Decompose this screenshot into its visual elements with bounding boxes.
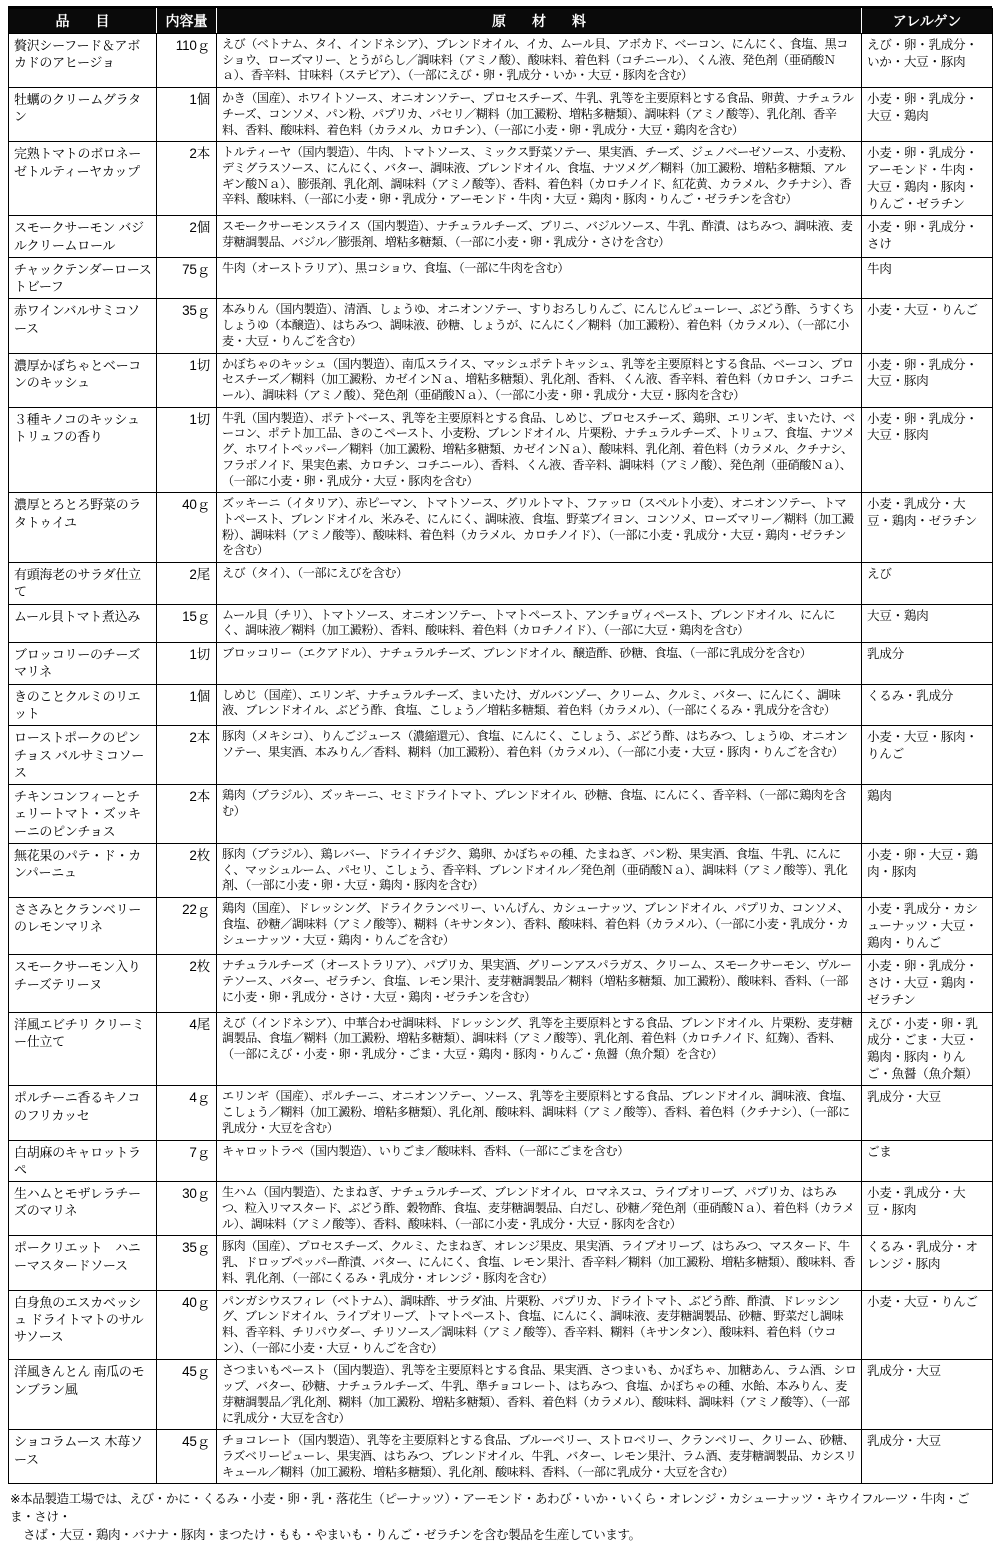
footnote-line-1: ※本品製造工場では、えび・かに・くるみ・小麦・卵・乳・落花生（ピーナッツ）・アーモンド・あわび・いか・いくら・オレンジ・カシューナッツ・キウイフルーツ・牛肉・ごま・さけ・ xyxy=(10,1492,970,1525)
table-row xyxy=(9,257,993,299)
cell-ingredients: 本みりん（国内製造）、清酒、しょうゆ、オニオンソテー、すりおろしりんご、にんじんピューレー、ぶどう酢、うすくちしょうゆ（本醸造）、はちみつ、調味液、砂糖、しょうが、にんにく／糊料（加工澱粉）、着色料（カラメル）、（一部に小麦・大豆・りんごを含む） xyxy=(217,299,862,353)
cell-allergen: 乳成分・大豆 xyxy=(862,1360,993,1430)
cell-quantity: 40ｇ xyxy=(157,493,217,563)
cell-ingredients: 豚肉（メキシコ）、りんごジュース（濃縮還元）、食塩、にんにく、こしょう、ぶどう酢、はちみつ、しょうゆ、オニオンソテー、果実酒、本みりん／香料、糊料（加工澱粉）、着色料（カラメル）、（一部に小麦・大豆・豚肉・りんごを含む） xyxy=(217,726,862,785)
cell-ingredients: ズッキーニ（イタリア）、赤ピーマン、トマトソース、グリルトマト、ファッロ（スペルト小麦）、オニオンソテー、トマトペースト、ブレンドオイル、米みそ、にんにく、調味液、食塩、野菜ブイヨン、コンソメ、ローズマリー／糊料（加工澱粉）、調味料（アミノ酸等）、酸味料、着色料（カラメル、カロチノイド）、（一部に小麦・乳成分・大豆・鶏肉・ゼラチンを含む） xyxy=(217,493,862,563)
cell-quantity: 110ｇ xyxy=(157,34,217,88)
cell-ingredients: エリンギ（国産）、ポルチーニ、オニオンソテー、ソース、乳等を主要原料とする食品、ブレンドオイル、調味液、食塩、こしょう／糊料（加工澱粉、増粘多糖類）、乳化剤、酸味料、調味料（アミノ酸等）、香料、着色料（クチナシ）、（一部に乳成分・大豆を含む） xyxy=(217,1086,862,1140)
cell-ingredients: 生ハム（国内製造）、たまねぎ、ナチュラルチーズ、ブレンドオイル、ロマネスコ、ライプオリーブ、パプリカ、はちみつ、粒入リマスタード、ぶどう酢、穀物酢、食塩、麦芽糖調製品、白だし、砂糖／発色剤（亜硝酸Ｎａ）、着色料（カラメル）、調味料（アミノ酸等）、香料、酸味料、（一部に小麦・乳成分・大豆・豚肉を含む） xyxy=(217,1182,862,1236)
cell-quantity: 4ｇ xyxy=(157,1086,217,1140)
table-row xyxy=(9,1236,993,1290)
table-row xyxy=(9,1086,993,1140)
column-header-item: 品 目 xyxy=(9,9,157,34)
table-row xyxy=(9,843,993,897)
table-row xyxy=(9,1182,993,1236)
cell-ingredients: 牛肉（オーストラリア）、黒コショウ、食塩、（一部に牛肉を含む） xyxy=(217,257,862,299)
cell-allergen: 小麦・卵・乳成分・さけ・大豆・鶏肉・ゼラチン xyxy=(862,955,993,1012)
cell-item-name: 濃厚とろとろ野菜のラタトゥイユ xyxy=(9,493,157,563)
cell-ingredients: えび（ベトナム、タイ、インドネシア）、ブレンドオイル、イカ、ムール貝、アボカド、ベーコン、にんにく、食塩、黒コショウ、ローズマリー、とうがらし／調味料（アミノ酸）、酸味料、着色料（コチニール）、くん液、発色剤（亜硝酸Ｎａ）、香辛料、甘味料（ステビア）、（一部にえび・卵・乳成分・いか・大豆・豚肉を含む） xyxy=(217,34,862,88)
cell-item-name: きのことクルミのリエット xyxy=(9,684,157,726)
cell-allergen: くるみ・乳成分・オレンジ・豚肉 xyxy=(862,1236,993,1290)
cell-quantity: 2本 xyxy=(157,142,217,216)
cell-quantity: 22ｇ xyxy=(157,898,217,955)
cell-item-name: チャックテンダーローストビーフ xyxy=(9,257,157,299)
cell-ingredients: ナチュラルチーズ（オーストラリア）、パプリカ、果実酒、グリーンアスパラガス、クリーム、スモークサーモン、ヴルーテソース、バター、ゼラチン、食塩、レモン果汁、麦芽糖調製品／糊料（増粘多糖類、加工澱粉）、酸味料、香料、（一部に小麦・卵・乳成分・さけ・大豆・鶏肉・ゼラチンを含む） xyxy=(217,955,862,1012)
table-row xyxy=(9,1360,993,1430)
cell-quantity: 45ｇ xyxy=(157,1360,217,1430)
cell-ingredients: トルティーヤ（国内製造）、牛肉、トマトソース、ミックス野菜ソテー、果実酒、チーズ、ジェノベーゼソース、小麦粉、デミグラスソース、にんにく、バター、調味液、ブレンドオイル、食塩、ナツメグ／糊料（加工澱粉、増粘多糖類、アルギン酸Ｎａ）、膨張剤、乳化剤、調味料（アミノ酸等）、香料、着色料（カロチノイド、紅花黄、カラメル、クチナシ）、香辛料、酸味料、（一部に小麦・卵・乳成分・アーモンド・牛肉・大豆・鶏肉・豚肉・りんご・ゼラチンを含む） xyxy=(217,142,862,216)
cell-quantity: 35ｇ xyxy=(157,299,217,353)
table-row xyxy=(9,684,993,726)
cell-quantity: 1個 xyxy=(157,684,217,726)
table-body xyxy=(9,34,993,1484)
cell-allergen: 乳成分 xyxy=(862,643,993,685)
ingredient-table xyxy=(8,8,993,1484)
cell-ingredients: 牛乳（国内製造）、ポテトベース、乳等を主要原料とする食品、しめじ、プロセスチーズ、鶏卵、エリンギ、まいたけ、ベーコン、ポテト加工品、きのこペースト、小麦粉、ブレンドオイル、片栗粉、ナチュラルチーズ、トリュフ、食塩、ナツメグ、ホワイトペッパー／糊料（加工澱粉、増粘多糖類、カゼインＮａ）、酸味料、乳化剤、着色料（カラメル、クチナシ、フラボノイド、果実色素、カロチン、コチニール）、香料、くん液、香辛料、調味料（アミノ酸）、発色剤（亜硝酸Ｎａ）、（一部に小麦・卵・乳成分・大豆・豚肉を含む） xyxy=(217,407,862,493)
cell-quantity: 2枚 xyxy=(157,843,217,897)
cell-item-name: 白身魚のエスカベッシュ ドライトマトのサルサソース xyxy=(9,1290,157,1360)
cell-ingredients: パンガシウスフィレ（ベトナム）、調味酢、サラダ油、片栗粉、パプリカ、ドライトマト、ぶどう酢、酢漬、ドレッシング、ブレンドオイル、ライプオリーブ、トマトペースト、食塩、にんにく、調味液、麦芽糖調製品、砂糖、野菜だし調味料、香辛料、チリパウダー、チリソース／調味料（アミノ酸等）、香辛料、糊料（キサンタン）、酸味料、着色料（ウコン）、（一部に小麦・大豆・りんごを含む） xyxy=(217,1290,862,1360)
cell-item-name: ３種キノコのキッシュ トリュフの香り xyxy=(9,407,157,493)
cell-ingredients: 鶏肉（国産）、ドレッシング、ドライクランベリー、いんげん、カシューナッツ、ブレンドオイル、パプリカ、コンソメ、食塩、砂糖／調味料（アミノ酸等）、糊料（キサンタン）、香料、酸味料、着色料（カラメル）、（一部に小麦・乳成分・カシューナッツ・大豆・鶏肉・りんごを含む） xyxy=(217,898,862,955)
manufacturing-footnote xyxy=(8,1491,992,1545)
cell-item-name: ローストポークのピンチョス バルサミコソース xyxy=(9,726,157,785)
cell-allergen: 小麦・乳成分・カシューナッツ・大豆・鶏肉・りんご xyxy=(862,898,993,955)
table-row xyxy=(9,142,993,216)
table-row xyxy=(9,299,993,353)
cell-allergen: 小麦・大豆・りんご xyxy=(862,299,993,353)
cell-ingredients: えび（タイ）、（一部にえびを含む） xyxy=(217,563,862,605)
cell-allergen: 小麦・乳成分・大豆・豚肉 xyxy=(862,1182,993,1236)
cell-item-name: 無花果のパテ・ド・カンパーニュ xyxy=(9,843,157,897)
cell-quantity: 2個 xyxy=(157,216,217,258)
cell-allergen: 小麦・卵・乳成分・大豆・鶏肉 xyxy=(862,88,993,142)
cell-item-name: 有頭海老のサラダ仕立て xyxy=(9,563,157,605)
cell-item-name: スモークサーモン バジルクリームロール xyxy=(9,216,157,258)
cell-item-name: チキンコンフィーとチェリートマト・ズッキーニのピンチョス xyxy=(9,785,157,844)
cell-item-name: 牡蠣のクリームグラタン xyxy=(9,88,157,142)
cell-quantity: 35ｇ xyxy=(157,1236,217,1290)
table-row xyxy=(9,563,993,605)
table-row xyxy=(9,726,993,785)
cell-allergen: 小麦・大豆・りんご xyxy=(862,1290,993,1360)
cell-item-name: スモークサーモン入りチーズテリーヌ xyxy=(9,955,157,1012)
table-row xyxy=(9,407,993,493)
cell-item-name: 贅沢シーフード＆アボカドのアヒージョ xyxy=(9,34,157,88)
cell-item-name: 洋風きんとん 南瓜のモンブラン風 xyxy=(9,1360,157,1430)
cell-ingredients: かき（国産）、ホワイトソース、オニオンソテー、プロセスチーズ、牛乳、乳等を主要原料とする食品、卵黄、ナチュラルチーズ、コンソメ、パン粉、パプリカ、パセリ／糊料（加工澱粉、増粘多糖類）、調味料（アミノ酸等）、乳化剤、香辛料、香料、酸味料、着色料（カラメル、カロチン）、（一部に小麦・卵・乳成分・大豆・鶏肉を含む） xyxy=(217,88,862,142)
table-row xyxy=(9,493,993,563)
cell-item-name: 生ハムとモザレラチーズのマリネ xyxy=(9,1182,157,1236)
table-row xyxy=(9,955,993,1012)
column-header-allergen: アレルゲン xyxy=(862,9,993,34)
cell-allergen: 大豆・鶏肉 xyxy=(862,604,993,642)
cell-ingredients: しめじ（国産）、エリンギ、ナチュラルチーズ、まいたけ、ガルバンゾー、クリーム、クルミ、バター、にんにく、調味液、ブレンドオイル、ぶどう酢、食塩、こしょう／増粘多糖類、着色料（カラメル）、（一部にくるみ・乳成分を含む） xyxy=(217,684,862,726)
cell-ingredients: えび（インドネシア）、中華合わせ調味料、ドレッシング、乳等を主要原料とする食品、ブレンドオイル、片栗粉、麦芽糖調製品、食塩／糊料（加工澱粉、増粘多糖類）、調味料（アミノ酸等）、乳化剤、着色料（カロチノイド、紅麹）、香料、（一部にえび・小麦・卵・乳成分・ごま・大豆・鶏肉・豚肉・りんご・魚醤（魚介類）を含む） xyxy=(217,1012,862,1086)
table-row xyxy=(9,898,993,955)
cell-item-name: ブロッコリーのチーズマリネ xyxy=(9,643,157,685)
cell-quantity: 1切 xyxy=(157,643,217,685)
cell-quantity: 75ｇ xyxy=(157,257,217,299)
cell-allergen: 小麦・卵・乳成分・大豆・豚肉 xyxy=(862,353,993,407)
cell-quantity: 2枚 xyxy=(157,955,217,1012)
cell-quantity: 2尾 xyxy=(157,563,217,605)
cell-quantity: 2本 xyxy=(157,785,217,844)
cell-ingredients: ブロッコリー（エクアドル）、ナチュラルチーズ、ブレンドオイル、醸造酢、砂糖、食塩、（一部に乳成分を含む） xyxy=(217,643,862,685)
footnote-line-2: さば・大豆・鶏肉・バナナ・豚肉・まつたけ・もも・やまいも・りんご・ゼラチンを含む製品を生産しています。 xyxy=(23,1528,641,1543)
cell-quantity: 45ｇ xyxy=(157,1430,217,1484)
table-row xyxy=(9,1290,993,1360)
cell-allergen: 牛肉 xyxy=(862,257,993,299)
cell-quantity: 7ｇ xyxy=(157,1140,217,1182)
cell-allergen: えび xyxy=(862,563,993,605)
cell-ingredients: ムール貝（チリ）、トマトソース、オニオンソテー、トマトペースト、アンチョヴィペースト、ブレンドオイル、にんにく、調味液／糊料（加工澱粉）、香料、酸味料、着色料（カロチノイド）、（一部に大豆・鶏肉を含む） xyxy=(217,604,862,642)
cell-quantity: 2本 xyxy=(157,726,217,785)
cell-ingredients: チョコレート（国内製造）、乳等を主要原料とする食品、ブルーベリー、ストロベリー、クランベリー、クリーム、砂糖、ラズベリーピューレ、果実酒、はちみつ、ブレンドオイル、牛乳、バター、レモン果汁、ラム酒、麦芽糖調製品、カシスリキュール／糊料（加工澱粉、増粘多糖類）、乳化剤、酸味料、香料、（一部に乳成分・大豆を含む） xyxy=(217,1430,862,1484)
cell-allergen: 小麦・卵・乳成分・大豆・豚肉 xyxy=(862,407,993,493)
cell-ingredients: さつまいもペースト（国内製造）、乳等を主要原料とする食品、果実酒、さつまいも、かぼちゃ、加糖あん、ラム酒、シロップ、バター、砂糖、ナチュラルチーズ、牛乳、準チョコレート、はちみつ、食塩、かぼちゃの種、水飴、本みりん、麦芽糖調製品／乳化剤、糊料（加工澱粉、増粘多糖類）、香料、着色料（カラメル）、酸味料、調味料（アミノ酸等）、（一部に乳成分・大豆を含む） xyxy=(217,1360,862,1430)
table-row xyxy=(9,1430,993,1484)
cell-allergen: えび・卵・乳成分・いか・大豆・豚肉 xyxy=(867,38,978,69)
table-row xyxy=(9,643,993,685)
table-row xyxy=(9,785,993,844)
cell-quantity: 1切 xyxy=(157,407,217,493)
cell-allergen: 鶏肉 xyxy=(862,785,993,844)
column-header-ingredients: 原 材 料 xyxy=(217,9,862,34)
cell-ingredients: 豚肉（国産）、プロセスチーズ、クルミ、たまねぎ、オレンジ果皮、果実酒、ライプオリーブ、はちみつ、マスタード、牛乳、ドロップペッパー酢漬、バター、にんにく、食塩、レモン果汁、香辛料／糊料（加工澱粉、増粘多糖類）、酸味料、香料、乳化剤、（一部にくるみ・乳成分・オレンジ・豚肉を含む） xyxy=(217,1236,862,1290)
table-row xyxy=(9,88,993,142)
cell-item-name: 完熟トマトのボロネーゼトルティーヤカップ xyxy=(9,142,157,216)
table-row xyxy=(9,216,993,258)
table-row xyxy=(9,34,993,88)
cell-quantity: 1切 xyxy=(157,353,217,407)
cell-ingredients: 豚肉（ブラジル）、鶏レバー、ドライイチジク、鶏卵、かぼちゃの種、たまねぎ、パン粉、果実酒、食塩、牛乳、にんにく、マッシュルーム、パセリ、こしょう、香辛料、ブレンドオイル／発色剤（亜硝酸Ｎａ）、調味料（アミノ酸等）、乳化剤、（一部に小麦・卵・大豆・鶏肉・豚肉を含む） xyxy=(217,843,862,897)
cell-allergen: 乳成分・大豆 xyxy=(862,1430,993,1484)
cell-allergen: えび・小麦・卵・乳成分・ごま・大豆・鶏肉・豚肉・りんご・魚醤（魚介類） xyxy=(862,1012,993,1086)
cell-item-name: ショコラムース 木苺ソース xyxy=(9,1430,157,1484)
cell-ingredients: かぼちゃのキッシュ（国内製造）、南瓜スライス、マッシュポテトキッシュ、乳等を主要原料とする食品、ベーコン、プロセスチーズ／糊料（加工澱粉、カゼインＮａ、増粘多糖類）、乳化剤、香料、くん液、香辛料、着色料（カロチン、コチニール）、調味料（アミノ酸）、発色剤（亜硝酸Ｎａ）、（一部に小麦・卵・乳成分・大豆・豚肉を含む） xyxy=(217,353,862,407)
cell-allergen: くるみ・乳成分 xyxy=(862,684,993,726)
cell-item-name: ささみとクランベリーのレモンマリネ xyxy=(9,898,157,955)
cell-quantity: 15ｇ xyxy=(157,604,217,642)
cell-ingredients: スモークサーモンスライス（国内製造）、ナチュラルチーズ、ブリニ、バジルソース、牛乳、酢漬、はちみつ、調味液、麦芽糖調製品、バジル／膨張剤、増粘多糖類、（一部に小麦・卵・乳成分・さけを含む） xyxy=(217,216,862,258)
cell-item-name: ポークリエット ハニーマスタードソース xyxy=(9,1236,157,1290)
cell-item-name: 赤ワインバルサミコソース xyxy=(9,299,157,353)
cell-allergen: 小麦・卵・乳成分・さけ xyxy=(862,216,993,258)
cell-allergen: 小麦・大豆・豚肉・りんご xyxy=(862,726,993,785)
cell-quantity: 30ｇ xyxy=(157,1182,217,1236)
table-row xyxy=(9,353,993,407)
cell-quantity: 1個 xyxy=(157,88,217,142)
cell-item-name: 洋風エビチリ クリーミー仕立て xyxy=(9,1012,157,1086)
table-header-row xyxy=(9,9,993,34)
table-row xyxy=(9,1012,993,1086)
cell-item-name: 濃厚かぼちゃとベーコンのキッシュ xyxy=(9,353,157,407)
cell-allergen: 小麦・卵・乳成分・アーモンド・牛肉・大豆・鶏肉・豚肉・りんご・ゼラチン xyxy=(862,142,993,216)
cell-ingredients: キャロットラペ（国内製造）、いりごま／酸味料、香料、（一部にごまを含む） xyxy=(217,1140,862,1182)
table-row xyxy=(9,1140,993,1182)
cell-quantity: 40ｇ xyxy=(157,1290,217,1360)
cell-allergen: ごま xyxy=(862,1140,993,1182)
cell-ingredients: 鶏肉（ブラジル）、ズッキーニ、セミドライトマト、ブレンドオイル、砂糖、食塩、にんにく、香辛料、（一部に鶏肉を含む） xyxy=(217,785,862,844)
cell-allergen: 乳成分・大豆 xyxy=(862,1086,993,1140)
table-row xyxy=(9,604,993,642)
cell-item-name: 白胡麻のキャロットラペ xyxy=(9,1140,157,1182)
cell-allergen: 小麦・卵・大豆・鶏肉・豚肉 xyxy=(862,843,993,897)
column-header-quantity: 内容量 xyxy=(157,9,217,34)
cell-allergen: 小麦・乳成分・大豆・鶏肉・ゼラチン xyxy=(862,493,993,563)
cell-item-name: ムール貝トマト煮込み xyxy=(9,604,157,642)
cell-quantity: 4尾 xyxy=(157,1012,217,1086)
cell-item-name: ポルチーニ香るキノコのフリカッセ xyxy=(9,1086,157,1140)
